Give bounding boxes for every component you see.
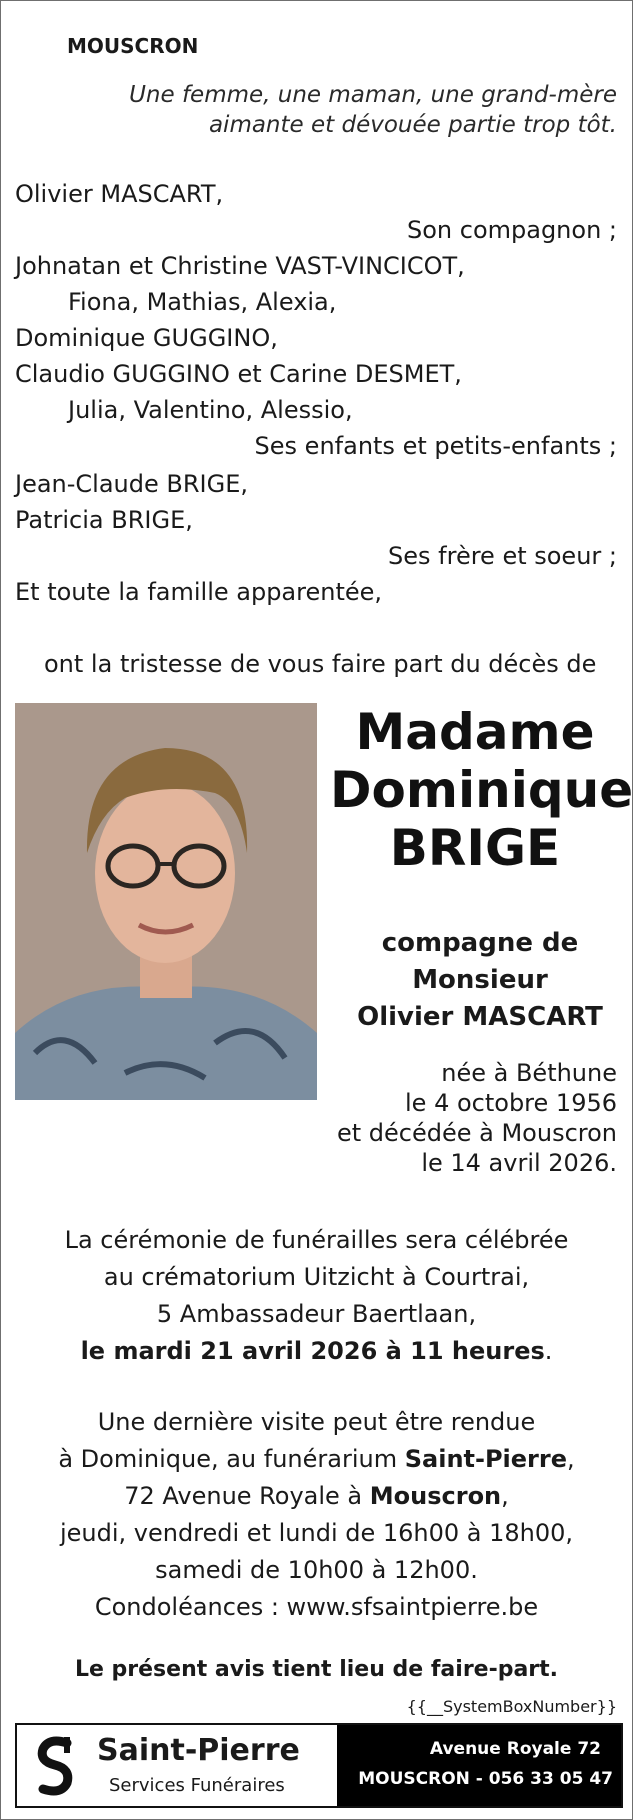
family-line: Johnatan et Christine VAST-VINCICOT, xyxy=(15,252,465,280)
ceremony-line: 5 Ambassadeur Baertlaan, xyxy=(156,1300,477,1328)
date-line: le 14 avril 2026. xyxy=(421,1149,617,1177)
intro-line-2: aimante et dévouée partie trop tôt. xyxy=(208,112,617,138)
date-line: et décédée à Mouscron xyxy=(336,1119,617,1147)
date-line: née à Béthune xyxy=(441,1059,617,1087)
brand-name: Saint-Pierre xyxy=(97,1733,300,1768)
visit-line: samedi de 10h00 à 12h00. xyxy=(155,1556,478,1584)
town-heading: MOUSCRON xyxy=(67,34,199,58)
family-line: Julia, Valentino, Alessio, xyxy=(68,396,353,424)
condolences-link[interactable]: Condoléances : www.sfsaintpierre.be xyxy=(94,1593,539,1621)
intro-quote xyxy=(129,80,617,140)
companion-line: compagne de xyxy=(381,928,579,958)
date-line: le 4 octobre 1956 xyxy=(405,1089,617,1117)
ceremony-line: La cérémonie de funérailles sera célébrée xyxy=(64,1226,569,1254)
family-line: Claudio GUGGINO et Carine DESMET, xyxy=(15,360,462,388)
funeral-home-footer xyxy=(15,1723,623,1808)
visit-line: jeudi, vendredi et lundi de 16h00 à 18h00, xyxy=(59,1519,574,1547)
ceremony-period: . xyxy=(544,1337,553,1365)
announcement-text: ont la tristesse de vous faire part du décès de xyxy=(44,650,597,678)
visit-text: 72 Avenue Royale à xyxy=(124,1482,370,1510)
visit-line: Une dernière visite peut être rendue xyxy=(97,1408,536,1436)
visit-comma: , xyxy=(501,1482,509,1510)
portrait-photo xyxy=(15,703,317,1100)
ceremony-datetime xyxy=(0,1333,633,1370)
family-relation: Son compagnon ; xyxy=(406,216,617,244)
family-line: Patricia BRIGE, xyxy=(15,506,193,534)
family-relation: Ses enfants et petits-enfants ; xyxy=(254,432,617,460)
ceremony-line: au crématorium Uitzicht à Courtrai, xyxy=(103,1263,530,1291)
saint-pierre-logo-icon xyxy=(31,1731,81,1801)
deceased-first-name: Dominique xyxy=(330,761,633,819)
footer-contact-area xyxy=(337,1725,621,1806)
brand-subtitle: Services Funéraires xyxy=(109,1775,285,1796)
deceased-name xyxy=(330,703,633,877)
visit-line xyxy=(0,1478,633,1515)
companion-block xyxy=(348,925,612,1036)
family-relation: Ses frère et soeur ; xyxy=(388,542,617,570)
family-line: Jean-Claude BRIGE, xyxy=(15,470,249,498)
family-line: Olivier MASCART, xyxy=(15,180,224,208)
visit-block xyxy=(0,1404,633,1626)
deceased-last-name: BRIGE xyxy=(389,819,561,877)
visit-text: à Dominique, au funérarium xyxy=(58,1445,405,1473)
ceremony-date-bold: le mardi 21 avril 2026 à 11 heures xyxy=(80,1337,545,1365)
deceased-title: Madame xyxy=(355,703,595,761)
portrait-illustration xyxy=(15,703,317,1100)
family-line: Et toute la famille apparentée, xyxy=(15,578,383,606)
visit-line xyxy=(0,1441,633,1478)
intro-line-1: Une femme, une maman, une grand-mère xyxy=(129,82,617,108)
footer-city-phone: MOUSCRON - 056 33 05 47 xyxy=(358,1769,613,1789)
companion-line: Olivier MASCART xyxy=(357,1002,603,1032)
ceremony-block xyxy=(0,1222,633,1370)
companion-line: Monsieur xyxy=(412,965,548,995)
notice-text: Le présent avis tient lieu de faire-part. xyxy=(74,1657,559,1682)
birth-death-dates xyxy=(337,1058,617,1178)
visit-comma: , xyxy=(567,1445,575,1473)
system-box-number: {{__SystemBoxNumber}} xyxy=(406,1697,617,1716)
family-line: Dominique GUGGINO, xyxy=(15,324,278,352)
family-line: Fiona, Mathias, Alexia, xyxy=(68,288,337,316)
footer-address: Avenue Royale 72 xyxy=(429,1739,601,1759)
footer-brand-area xyxy=(17,1725,337,1806)
funeral-home-name: Saint-Pierre xyxy=(404,1445,568,1473)
visit-city: Mouscron xyxy=(369,1482,502,1510)
